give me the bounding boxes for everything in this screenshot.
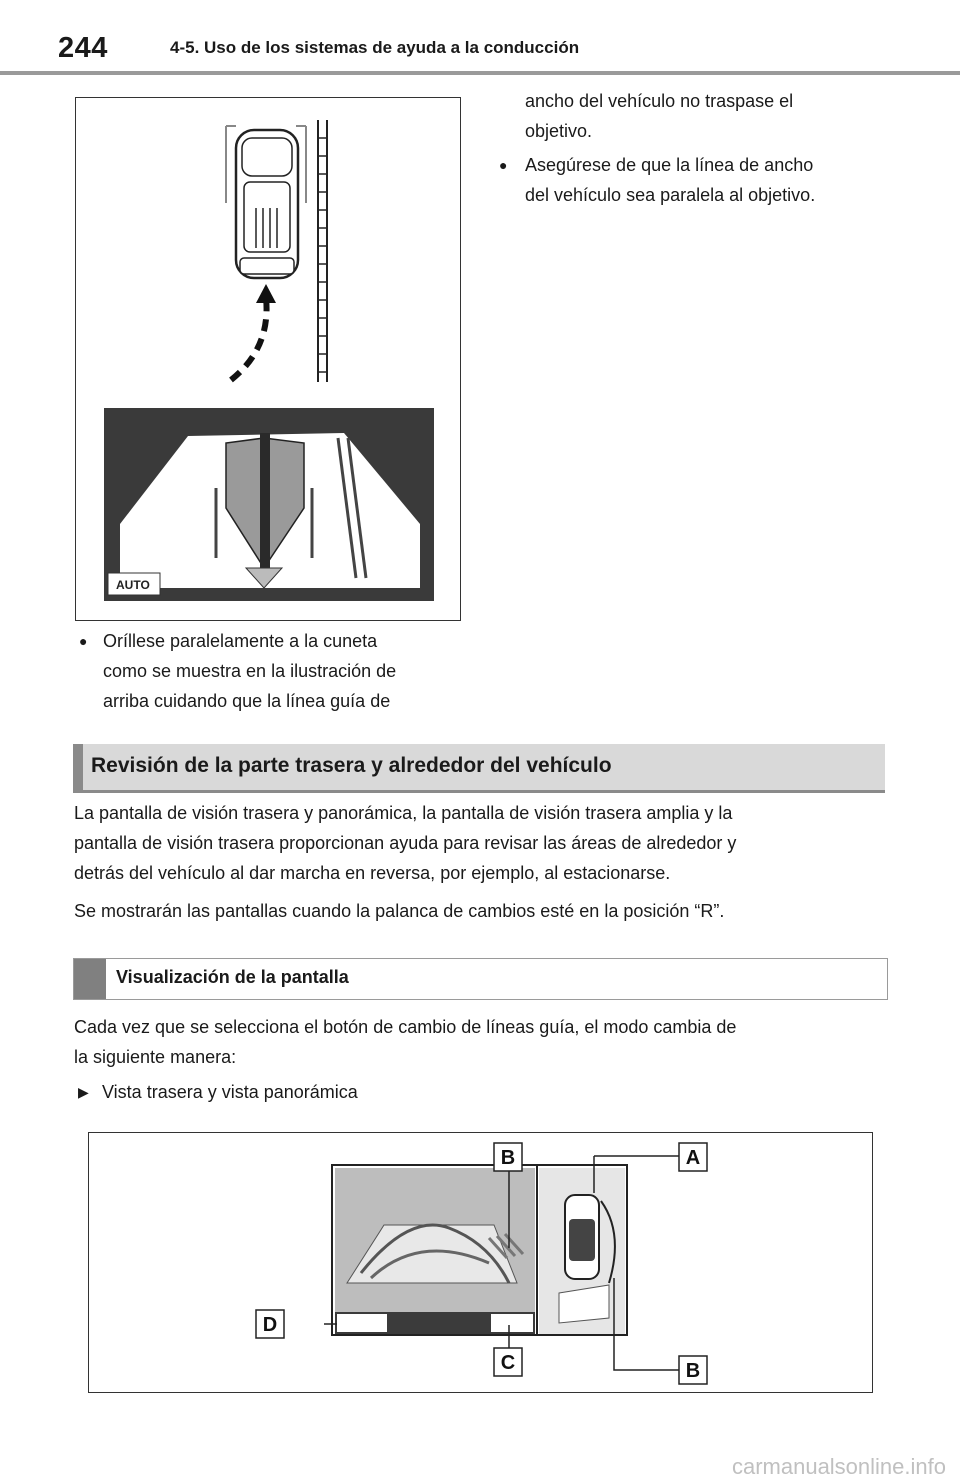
triangle-right-icon: ▶ xyxy=(78,1084,89,1100)
bullet-line-1: Asegúrese de que la línea de ancho xyxy=(525,155,814,175)
section-bar xyxy=(73,744,83,790)
bullet-line-2: como se muestra en la ilustración de xyxy=(103,661,397,681)
header-rule xyxy=(0,71,960,75)
bullet-line-3: arriba cuidando que la línea guía de xyxy=(103,691,391,711)
subsection-paragraph xyxy=(74,1012,889,1072)
list-item-label: Vista trasera y vista panorámica xyxy=(102,1082,358,1102)
section-title: Revisión de la parte trasera y alrededor del vehículo xyxy=(91,754,612,777)
section-paragraph-1 xyxy=(74,798,889,888)
parking-diagram xyxy=(76,98,460,620)
chapter-title: 4-5. Uso de los sistemas de ayuda a la conducción xyxy=(170,38,580,57)
bullet-icon: ● xyxy=(499,157,508,173)
parking-illustration xyxy=(75,97,461,621)
bullet-icon: ● xyxy=(79,633,88,649)
paragraph-line: Cada vez que se selecciona el botón de cambio de líneas guía, el modo cambia de xyxy=(74,1017,737,1037)
section-header xyxy=(73,744,885,793)
screen-auto-label: AUTO xyxy=(116,578,150,592)
callout-c: C xyxy=(500,1352,516,1374)
continuation-line-1: ancho del vehículo no traspase el xyxy=(525,91,794,111)
callout-d: D xyxy=(262,1314,278,1336)
subsection-title: Visualización de la pantalla xyxy=(116,967,349,987)
callout-b-top: B xyxy=(500,1147,516,1169)
paragraph-line: la siguiente manera: xyxy=(74,1047,237,1067)
bullet-line-1: Oríllese paralelamente a la cuneta xyxy=(103,631,378,651)
callout-a: A xyxy=(685,1147,701,1169)
bullet-line-2: del vehículo sea paralela al objetivo. xyxy=(525,185,816,205)
paragraph-line: pantalla de visión trasera proporcionan ayuda para revisar las áreas de alrededor y xyxy=(74,833,737,853)
screen-diagram xyxy=(89,1133,872,1392)
watermark: carmanualsonline.info xyxy=(731,1454,946,1479)
continuation-line-2: objetivo. xyxy=(525,121,593,141)
subsection-header xyxy=(73,958,888,1000)
screen-display-illustration xyxy=(88,1132,873,1393)
section-paragraph-2: Se mostrarán las pantallas cuando la palanca de cambios esté en la posición “R”. xyxy=(74,901,725,921)
paragraph-line: detrás del vehículo al dar marcha en reversa, por ejemplo, al estacionarse. xyxy=(74,863,671,883)
subsection-bar xyxy=(74,959,106,999)
callout-b-bottom: B xyxy=(685,1360,701,1382)
page-number: 244 xyxy=(58,32,108,64)
paragraph-line: La pantalla de visión trasera y panorámica, la pantalla de visión trasera amplia y la xyxy=(74,803,733,823)
